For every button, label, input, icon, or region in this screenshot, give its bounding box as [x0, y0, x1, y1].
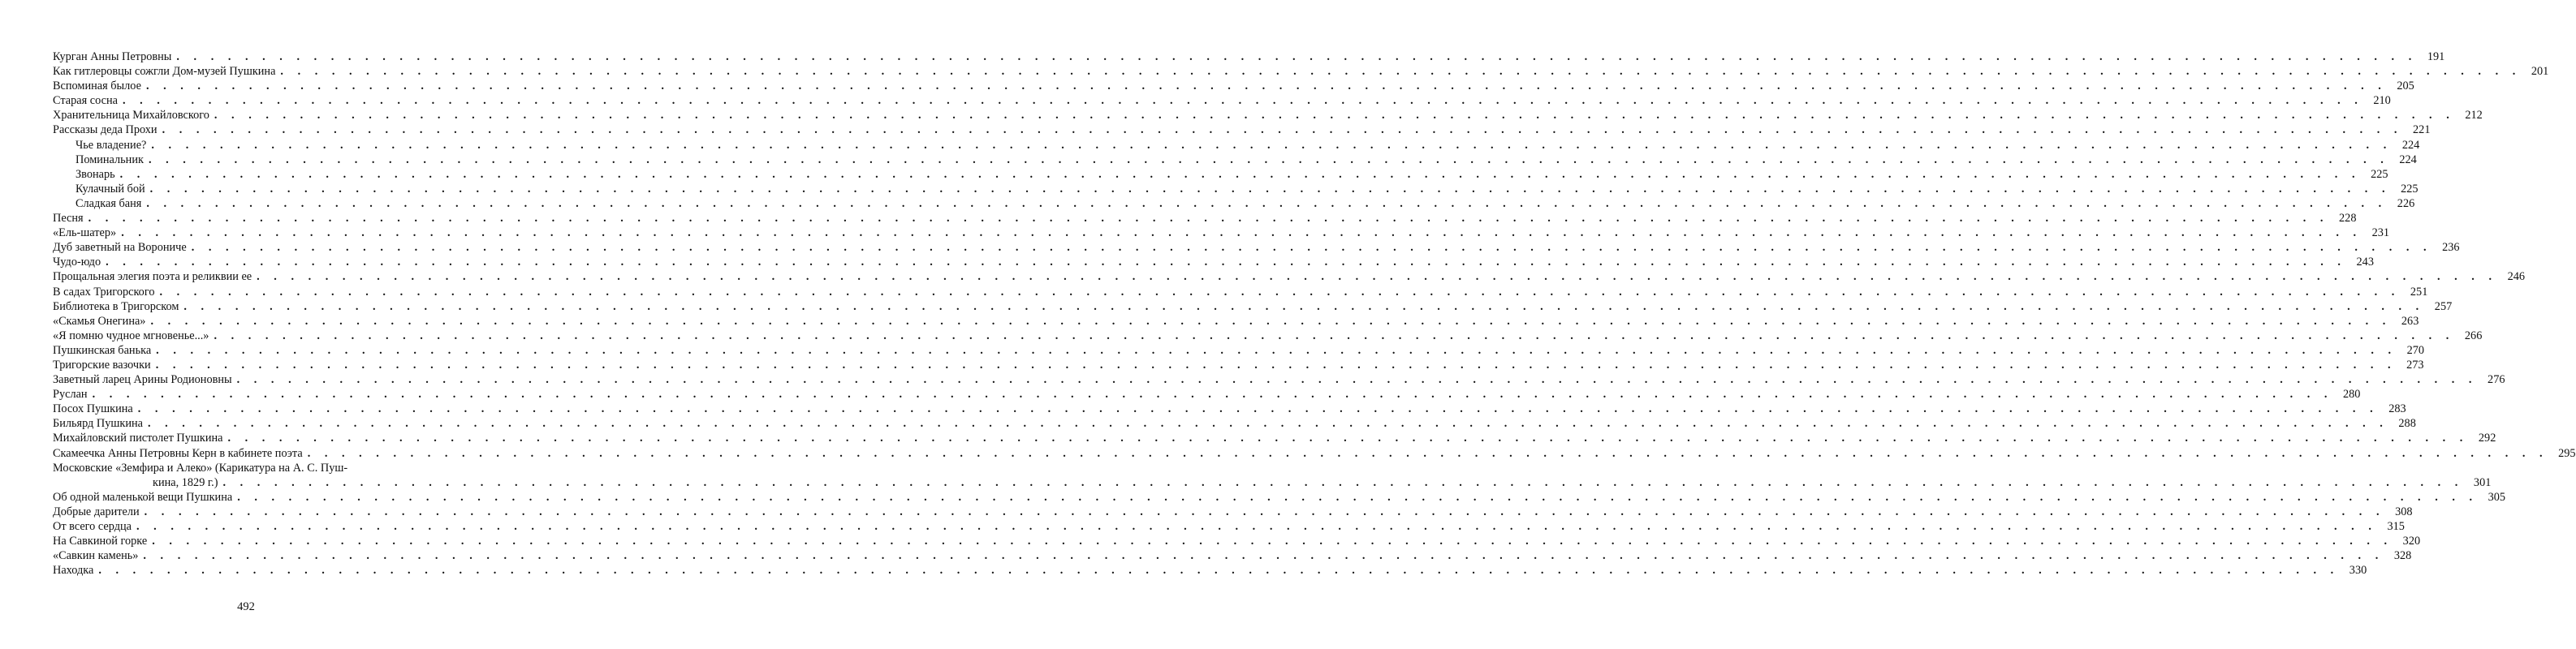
toc-entry-title: Чье владение?: [76, 138, 147, 152]
dot-leader: [192, 240, 2432, 255]
toc-entry-page: 283: [2388, 402, 2406, 416]
toc-entry-title: На Савкиной горке: [53, 534, 148, 548]
toc-entry: [53, 167, 2388, 182]
toc-entry-page: 201: [2531, 65, 2549, 79]
toc-entry: [53, 64, 2549, 79]
toc-entry-page: 308: [2395, 505, 2413, 518]
toc-entry-title: Посох Пушкина: [53, 402, 133, 416]
table-of-contents: [53, 49, 2576, 578]
dot-leader: [146, 196, 2387, 211]
dot-leader: [120, 167, 2361, 182]
toc-entry-page: 301: [2473, 475, 2492, 489]
toc-entry-title: «Скамья Онегина»: [53, 314, 146, 328]
dot-leader: [152, 534, 2393, 548]
toc-entry-page: 212: [2465, 109, 2483, 122]
toc-entry-page: 205: [2397, 80, 2414, 93]
toc-entry: [53, 505, 2413, 519]
toc-entry-title: От всего сердца: [53, 519, 132, 533]
toc-entry-title: В садах Тригорского: [53, 285, 155, 299]
toc-entry-page: 273: [2406, 358, 2424, 372]
toc-entry-page: 280: [2343, 388, 2361, 402]
toc-entry-page: 225: [2371, 167, 2388, 181]
toc-entry-page: 228: [2339, 212, 2357, 226]
toc-entry-title: Поминальник: [76, 153, 144, 166]
toc-entry: [53, 285, 2428, 299]
toc-entry-title: Скамеечка Анны Петровны Керн в кабинете поэта: [53, 446, 303, 460]
toc-entry: [53, 548, 2412, 563]
toc-entry-page: 224: [2401, 138, 2420, 152]
toc-entry-title-line1: Московские «Земфира и Алеко» (Карикатура на А. С. Пуш-: [53, 461, 348, 475]
toc-entry: [53, 431, 2496, 445]
dot-leader: [156, 358, 2397, 372]
toc-entry-title: Песня: [53, 212, 84, 226]
toc-entry-title: Вспоминая былое: [53, 80, 141, 93]
dot-leader: [223, 475, 2464, 490]
toc-entry: [53, 226, 2390, 240]
dot-leader: [146, 79, 2387, 93]
toc-entry-page: 231: [2371, 226, 2390, 240]
toc-entry-title: Добрые дарители: [53, 505, 140, 518]
toc-entry-page: 257: [2434, 299, 2453, 313]
toc-entry-title: Пушкинская банька: [53, 343, 152, 357]
dot-leader: [151, 138, 2392, 153]
toc-entry-multiline: [53, 461, 2492, 490]
dot-leader: [159, 285, 2400, 299]
dot-leader: [156, 343, 2397, 358]
dot-leader: [308, 446, 2548, 461]
toc-entry: [53, 240, 2460, 255]
toc-entry-page: 224: [2399, 153, 2417, 166]
toc-entry-page: 270: [2406, 343, 2425, 357]
toc-entry: [53, 108, 2483, 122]
toc-entry-page: 305: [2488, 490, 2506, 504]
dot-leader: [123, 93, 2363, 108]
toc-entry-page: 191: [2427, 50, 2445, 63]
toc-entry-title: Михайловский пистолет Пушкина: [53, 432, 223, 445]
toc-entry-page: 266: [2464, 329, 2483, 342]
toc-entry-title: Об одной маленькой вещи Пушкина: [53, 490, 233, 504]
dot-leader: [237, 372, 2478, 387]
toc-entry: [53, 343, 2425, 358]
dot-leader: [106, 255, 2346, 269]
toc-entry-title: «Я помню чудное мгновенье...»: [53, 329, 209, 342]
dot-leader: [214, 329, 2454, 343]
dot-leader: [121, 226, 2362, 240]
dot-leader: [214, 108, 2455, 122]
dot-leader: [257, 269, 2497, 284]
toc-entry-title: Руслан: [53, 388, 88, 402]
toc-entry-page: 243: [2356, 256, 2374, 269]
toc-entry: [53, 93, 2391, 108]
toc-entry-title: Старая сосна: [53, 94, 118, 108]
toc-entry-title: «Ель-шатер»: [53, 226, 117, 240]
toc-entry: [53, 446, 2576, 461]
dot-leader: [88, 211, 2329, 226]
page-number: 492: [237, 600, 255, 613]
toc-entry-title: Бильярд Пушкина: [53, 417, 143, 431]
toc-entry-page: 246: [2507, 270, 2526, 284]
toc-entry-page: 226: [2397, 196, 2415, 210]
toc-entry: [53, 122, 2431, 137]
toc-entry: [53, 534, 2421, 548]
toc-entry: [53, 138, 2420, 153]
toc-entry-title: Как гитлеровцы сожгли Дом-музей Пушкина: [53, 65, 276, 79]
toc-entry-title: Хранительница Михайловского: [53, 109, 209, 122]
dot-leader: [148, 416, 2388, 431]
dot-leader: [136, 519, 2377, 534]
toc-entry: [53, 314, 2419, 329]
toc-entry-page: 236: [2442, 241, 2460, 255]
toc-entry-page: 315: [2387, 519, 2405, 533]
toc-entry: [53, 387, 2361, 402]
toc-entry: [53, 563, 2367, 578]
toc-entry-title: Рассказы деда Прохи: [53, 123, 157, 137]
toc-entry: [53, 519, 2405, 534]
toc-entry-page: 263: [2401, 314, 2419, 328]
toc-entry-page: 328: [2393, 549, 2412, 562]
toc-entry: [53, 211, 2357, 226]
toc-entry: [53, 490, 2506, 505]
dot-leader: [280, 64, 2521, 79]
dot-leader: [227, 431, 2468, 445]
toc-entry: [53, 402, 2406, 416]
dot-leader: [150, 314, 2391, 329]
toc-entry-title: Курган Анны Петровны: [53, 50, 172, 63]
toc-entry: [53, 182, 2419, 196]
toc-entry: [53, 416, 2416, 431]
toc-entry-title-line2: кина, 1829 г.): [153, 475, 218, 489]
toc-entry-page: 292: [2478, 432, 2496, 445]
toc-entry-title: Звонарь: [76, 167, 115, 181]
dot-leader: [150, 182, 2391, 196]
toc-entry: [53, 196, 2415, 211]
toc-entry-title: Кулачный бой: [76, 182, 145, 196]
dot-leader: [143, 548, 2384, 563]
toc-entry: [53, 269, 2526, 284]
toc-entry-title: Чудо-юдо: [53, 256, 101, 269]
dot-leader: [98, 563, 2339, 578]
dot-leader: [176, 49, 2417, 64]
toc-entry: [53, 153, 2417, 167]
toc-entry: [53, 49, 2445, 64]
toc-entry-title: Прощальная элегия поэта и реликвии ее: [53, 270, 252, 284]
toc-entry-page: 295: [2558, 446, 2576, 460]
toc-entry-title: Находка: [53, 564, 94, 578]
toc-entry-title: Дуб заветный на Вороничe: [53, 241, 187, 255]
toc-entry-page: 251: [2410, 285, 2428, 299]
toc-entry-title: Библиотека в Тригорском: [53, 299, 179, 313]
toc-entry: [53, 372, 2505, 387]
dot-leader: [237, 490, 2478, 505]
toc-entry: [53, 358, 2424, 372]
toc-entry-title: «Савкин камень»: [53, 549, 139, 562]
toc-entry-page: 330: [2349, 564, 2367, 578]
toc-entry-page: 276: [2488, 373, 2505, 387]
toc-entry-page: 225: [2401, 182, 2419, 196]
toc-entry-page: 221: [2413, 123, 2431, 137]
toc-entry-page: 210: [2373, 94, 2391, 108]
dot-leader: [145, 505, 2385, 519]
toc-entry-page: 320: [2402, 534, 2421, 548]
toc-entry-title: Заветный ларец Арины Родионовны: [53, 373, 232, 387]
dot-leader: [162, 122, 2403, 137]
toc-entry-title: Тригорские вазочки: [53, 358, 151, 372]
dot-leader: [93, 387, 2333, 402]
toc-entry: [53, 299, 2453, 314]
dot-leader: [149, 153, 2389, 167]
toc-entry: [53, 255, 2374, 269]
toc-entry-title: Сладкая баня: [76, 196, 142, 210]
dot-leader: [183, 299, 2424, 314]
toc-entry: [53, 329, 2483, 343]
toc-entry: [53, 79, 2414, 93]
dot-leader: [138, 402, 2379, 416]
toc-entry-page: 288: [2398, 417, 2416, 431]
